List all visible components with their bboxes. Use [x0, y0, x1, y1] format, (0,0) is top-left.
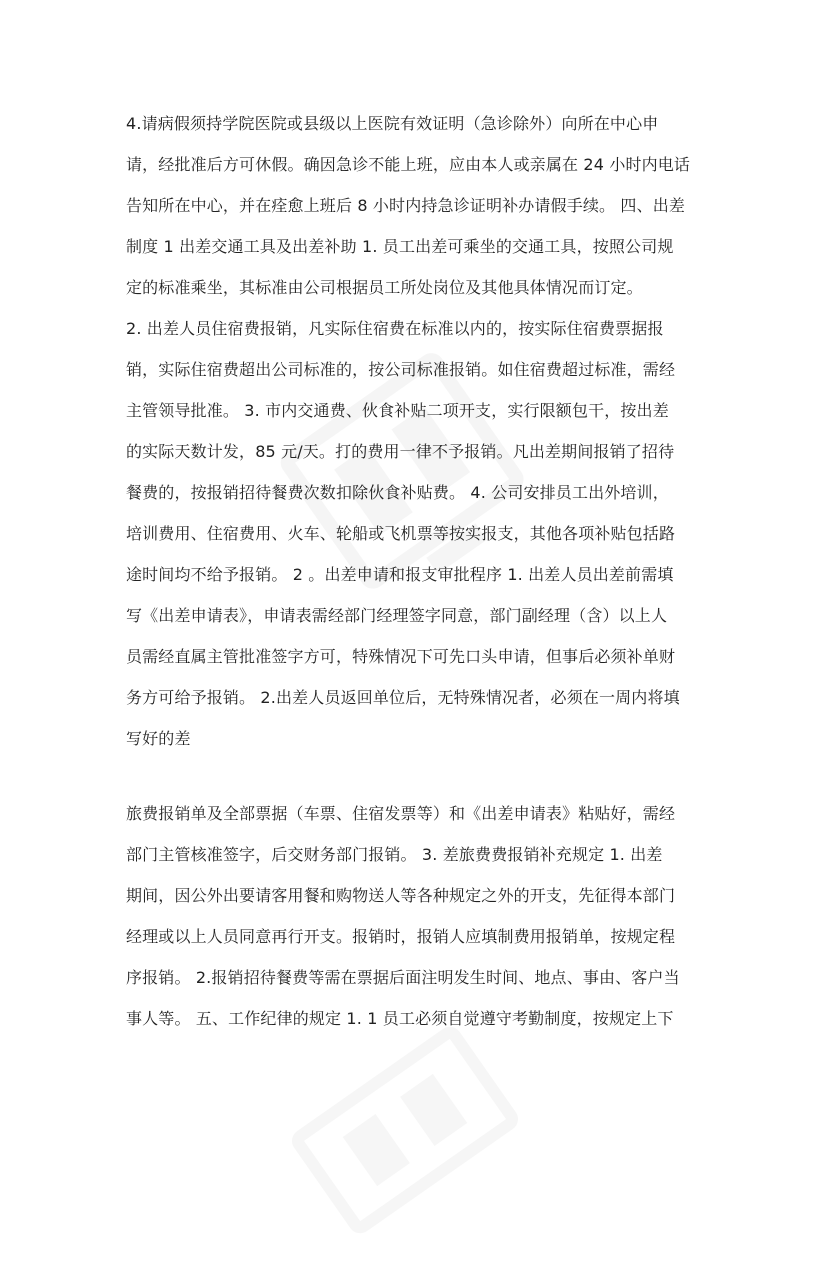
paragraph-line: 序报销。 2.报销招待餐费等需在票据后面注明发生时间、地点、事由、客户当 [126, 968, 680, 987]
paragraph-line: 销，实际住宿费超出公司标准的，按公司标准报销。如住宿费超过标准，需经 [126, 360, 676, 379]
paragraph-line: 培训费用、住宿费用、火车、轮船或飞机票等按实报支，其他各项补贴包括路 [126, 524, 676, 543]
paragraph-line: 部门主管核准签字，后交财务部门报销。 3. 差旅费费报销补充规定 1. 出差 [126, 845, 663, 864]
paragraph-line: 告知所在中心，并在痊愈上班后 8 小时内持急诊证明补办请假手续。 四、出差 [126, 196, 685, 215]
paragraph-line: 的实际天数计发，85 元/天。打的费用一律不予报销。凡出差期间报销了招待 [126, 442, 675, 461]
paragraph-line: 旅费报销单及全部票据（车票、住宿发票等）和《出差申请表》粘贴好，需经 [126, 804, 676, 823]
paragraph-line: 途时间均不给予报销。 2 。出差申请和报支审批程序 1. 出差人员出差前需填 [126, 565, 674, 584]
paragraph-line: 务方可给予报销。 2.出差人员返回单位后，无特殊情况者，必须在一周内将填 [126, 688, 680, 707]
paragraph-line: 员需经直属主管批准签字方可，特殊情况下可先口头申请，但事后必须补单财 [126, 647, 676, 666]
paragraph-line: 2. 出差人员住宿费报销，凡实际住宿费在标准以内的，按实际住宿费票据报 [126, 319, 664, 338]
paragraph-line: 4.请病假须持学院医院或县级以上医院有效证明（急诊除外）向所在中心申 [126, 114, 659, 133]
paragraph-line: 请，经批准后方可休假。确因急诊不能上班，应由本人或亲属在 24 小时内电话 [126, 155, 691, 174]
paragraph-line: 事人等。 五、工作纪律的规定 1. 1 员工必须自觉遵守考勤制度，按规定上下 [126, 1009, 674, 1028]
paragraph-line: 期间，因公外出要请客用餐和购物送人等各种规定之外的开支，先征得本部门 [126, 886, 676, 905]
paragraph-line: 餐费的，按报销招待餐费次数扣除伙食补贴费。 4. 公司安排员工出外培训， [126, 483, 669, 502]
paragraph-line: 制度 1 出差交通工具及出差补助 1. 员工出差可乘坐的交通工具，按照公司规 [126, 237, 674, 256]
paragraph-line: 主管领导批准。 3. 市内交通费、伙食补贴二项开支，实行限额包干，按出差 [126, 401, 669, 420]
paragraph-line: 经理或以上人员同意再行开支。报销时，报销人应填制费用报销单，按规定程 [126, 927, 676, 946]
paragraph-line: 定的标准乘坐，其标准由公司根据员工所处岗位及其他具体情况而订定。 [126, 278, 643, 297]
paragraph-line: 写《出差申请表》，申请表需经部门经理签字同意，部门副经理（含）以上人 [126, 606, 668, 625]
paragraph-line: 写好的差 [126, 729, 191, 748]
